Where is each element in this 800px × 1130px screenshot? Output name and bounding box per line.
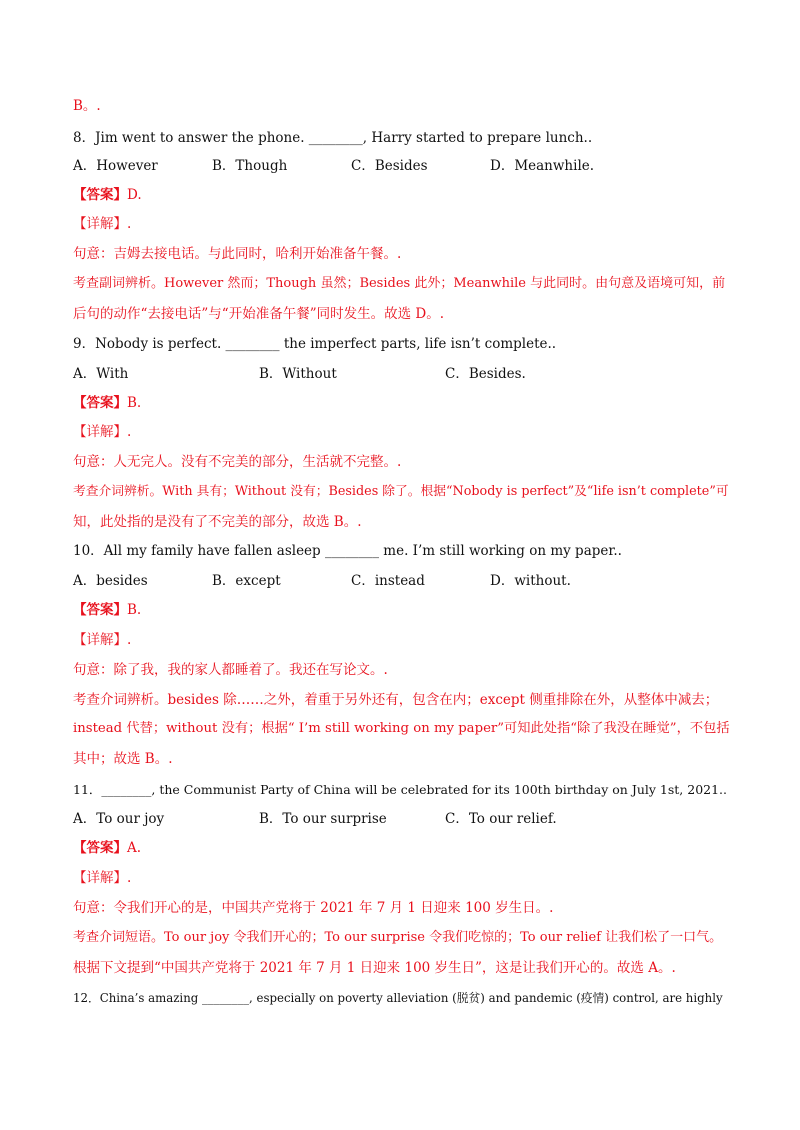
answer-tag: 【答案】 (73, 187, 127, 203)
prev-answer-tail: B。. (73, 98, 101, 114)
detail-tag-10: 【详解】. (73, 632, 132, 648)
option-b: B．Though (212, 158, 288, 174)
option-b: B．Without (259, 366, 337, 382)
explanation-10-line-1: 考查介词辨析。besides 除……之外，着重于另外还有，包含在内；except 侧重排除在外，从整体中减去； (73, 692, 719, 708)
explanation-11-line-2: 根据下文提到“中国共产党将于 2021 年 7 月 1 日迎来 100 岁生日”，这是让我们开心的。故选 A。. (73, 960, 676, 976)
question-9-options (73, 364, 733, 384)
meaning-11: 句意：令我们开心的是，中国共产党将于 2021 年 7 月 1 日迎来 100 岁生日。. (73, 900, 554, 916)
explanation-8-line-2: 后句的动作“去接电话”与“开始准备午餐”同时发生。故选 D。. (73, 306, 445, 322)
option-a: A．besides (73, 573, 148, 589)
detail-tag-11: 【详解】. (73, 870, 132, 886)
option-a: A．However (73, 158, 158, 174)
meaning-8: 句意：吉姆去接电话。与此同时，哈利开始准备午餐。. (73, 246, 402, 262)
question-9: 9．Nobody is perfect. ________ the imperfect parts, life isn’t complete.. (73, 336, 557, 352)
question-8: 8．Jim went to answer the phone. ________, Harry started to prepare lunch.. (73, 130, 593, 146)
option-d: D．Meanwhile. (490, 158, 595, 174)
answer-value: B. (127, 602, 142, 618)
question-11-options (73, 809, 733, 829)
answer-11 (73, 838, 733, 858)
answer-8 (73, 185, 733, 205)
option-d: D．without. (490, 573, 571, 589)
answer-value: B. (127, 395, 142, 411)
answer-value: D. (127, 187, 142, 203)
detail-tag-9: 【详解】. (73, 424, 132, 440)
explanation-9-line-2: 知，此处指的是没有了不完美的部分，故选 B。. (73, 514, 362, 530)
question-12: 12．China’s amazing ________, especially on poverty alleviation (脱贫) and pandemic (疫情) control, are highly (73, 991, 723, 1005)
option-c: C．To our relief. (445, 811, 557, 827)
option-c: C．Besides (351, 158, 428, 174)
explanation-10-line-2: instead 代替；without 没有；根据“ I’m still working on my paper”可知此处指“除了我没在睡觉”，不包括 (73, 721, 730, 736)
option-b: B．except (212, 573, 281, 589)
answer-tag: 【答案】 (73, 840, 127, 856)
answer-9 (73, 393, 733, 413)
option-c: C．instead (351, 573, 425, 589)
option-a: A．With (73, 366, 129, 382)
explanation-8-line-1: 考查副词辨析。However 然而；Though 虽然；Besides 此外；Meanwhile 与此同时。由句意及语境可知，前 (73, 276, 726, 291)
answer-tag: 【答案】 (73, 395, 127, 411)
question-11: 11．________, the Communist Party of China will be celebrated for its 100th birthday on July 1st, 2021.. (73, 782, 728, 797)
answer-value: A. (127, 840, 142, 856)
explanation-9-line-1: 考查介词辨析。With 具有；Without 没有；Besides 除了。根据“Nobody is perfect”及“life isn’t complete”可 (73, 484, 729, 499)
meaning-10: 句意：除了我，我的家人都睡着了。我还在写论文。. (73, 662, 388, 678)
option-b: B．To our surprise (259, 811, 387, 827)
explanation-10-line-3: 其中；故选 B。. (73, 751, 173, 767)
question-10: 10．All my family have fallen asleep ________ me. I’m still working on my paper.. (73, 543, 622, 559)
question-8-options (73, 156, 733, 176)
explanation-11-line-1: 考查介词短语。To our joy 令我们开心的；To our surprise 令我们吃惊的；To our relief 让我们松了一口气。 (73, 930, 723, 945)
answer-10 (73, 600, 733, 620)
option-a: A．To our joy (73, 811, 165, 827)
option-c: C．Besides. (445, 366, 526, 382)
answer-tag: 【答案】 (73, 602, 127, 618)
meaning-9: 句意：人无完人。没有不完美的部分，生活就不完整。. (73, 454, 402, 470)
detail-tag-8: 【详解】. (73, 216, 132, 232)
question-10-options (73, 571, 733, 591)
